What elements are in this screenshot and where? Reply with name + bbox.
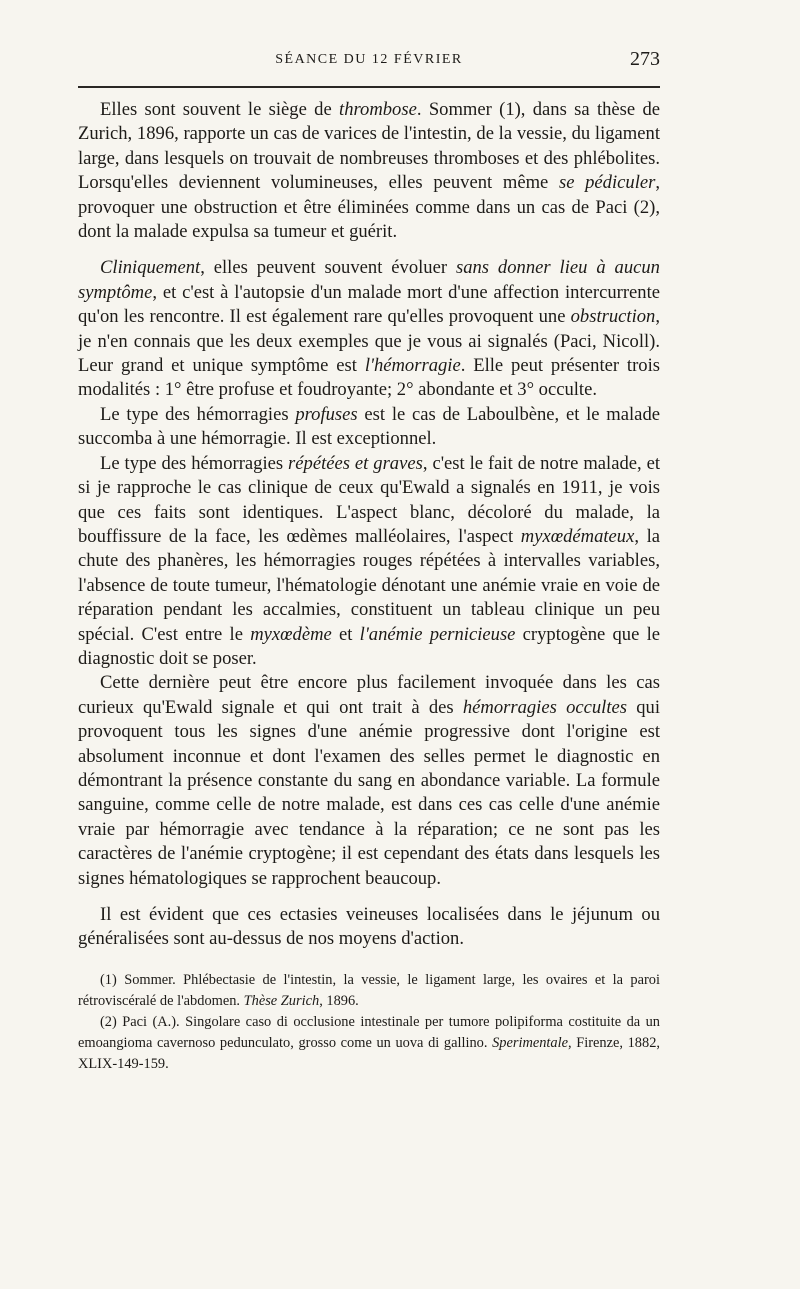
running-title: SÉANCE DU 12 FÉVRIER: [275, 52, 463, 67]
header-rule: [78, 86, 660, 88]
page-number: 273: [630, 48, 660, 70]
footnote-1: (1) Sommer. Phlébectasie de l'intestin, la vessie, le ligament large, les ovaires et la paroi rétroviscéralé de l'abdomen. Thèse Zurich, 1896.: [78, 971, 660, 1009]
document-page: [78, 46, 660, 1075]
footnotes: [78, 970, 660, 1075]
page-header: [78, 46, 660, 82]
footnote-2: (2) Paci (A.). Singolare caso di occlusione intestinale per tumore polipiforma costituite da un emoangioma cavernoso pedunculato, grosso come un uova di gallino. Sperimentale, Firenze, 1882, XLIX-149-159.: [78, 1013, 660, 1072]
paragraph-3: Le type des hémorragies profuses est le cas de Laboulbène, et le malade succomba à une hémorragie. Il est exceptionnel.: [78, 403, 660, 450]
paragraph-6: Il est évident que ces ectasies veineuses localisées dans le jéjunum ou généralisées sont au-dessus de nos moyens d'action.: [78, 904, 660, 950]
paragraph-5: Cette dernière peut être encore plus facilement invoquée dans les cas curieux qu'Ewald signale et qui ont trait à des hémorragies occultes qui provoquent tous les signes d'une anémie progressive dont l'origine est absolument inconnue et dont l'examen des selles permet le diagnostic en démontrant la présence constante du sang en abondance variable. La formule sanguine, comme celle de notre malade, est dans ces cas celle d'une anémie vraie par hémorragie avec tendance à la réparation; ce ne sont pas les caractères de l'anémie cryptogène; il est cependant des états dans lesquels les signes hématologiques se rapprochent beaucoup.: [78, 672, 660, 889]
paragraph-2: Cliniquement, elles peuvent souvent évoluer sans donner lieu à aucun symptôme, et c'est à l'autopsie d'un malade mort d'une affection intercurrente qu'on les rencontre. Il est également rare qu'elles provoquent une obstruction, je n'en connais que les deux exemples que je vous ai signalés (Paci, Nicoll). Leur grand et unique symptôme est l'hémorragie. Elle peut présenter trois modalités : 1° être profuse et foudroyante; 2° abondante et 3° occulte.: [78, 257, 660, 401]
body-text: [78, 98, 660, 952]
paragraph-4: Le type des hémorragies répétées et graves, c'est le fait de notre malade, et si je rapproche le cas clinique de ceux qu'Ewald a signalés en 1911, je vois que ces faits sont identiques. L'aspect blanc, décoloré du malade, la bouffissure de la face, les œdèmes malléolaires, l'aspect myxœdémateux, la chute des phanères, les hémorragies rouges répétées à intervalles variables, l'absence de toute tumeur, l'hématologie dénotant une anémie vraie en voie de réparation pendant les accalmies, constituent un tableau clinique un peu spécial. C'est entre le myxœdème et l'anémie pernicieuse cryptogène que le diagnostic doit se poser.: [78, 452, 661, 669]
paragraph-1: Elles sont souvent le siège de thrombose. Sommer (1), dans sa thèse de Zurich, 1896, rapporte un cas de varices de l'intestin, de la vessie, du ligament large, dans lesquels on trouvait de nombreuses thromboses et des phlébolites. Lorsqu'elles deviennent volumineuses, elles peuvent même se pédiculer, provoquer une obstruction et être éliminées comme dans un cas de Paci (2), dont la malade expulsa sa tumeur et guérit.: [78, 99, 660, 243]
